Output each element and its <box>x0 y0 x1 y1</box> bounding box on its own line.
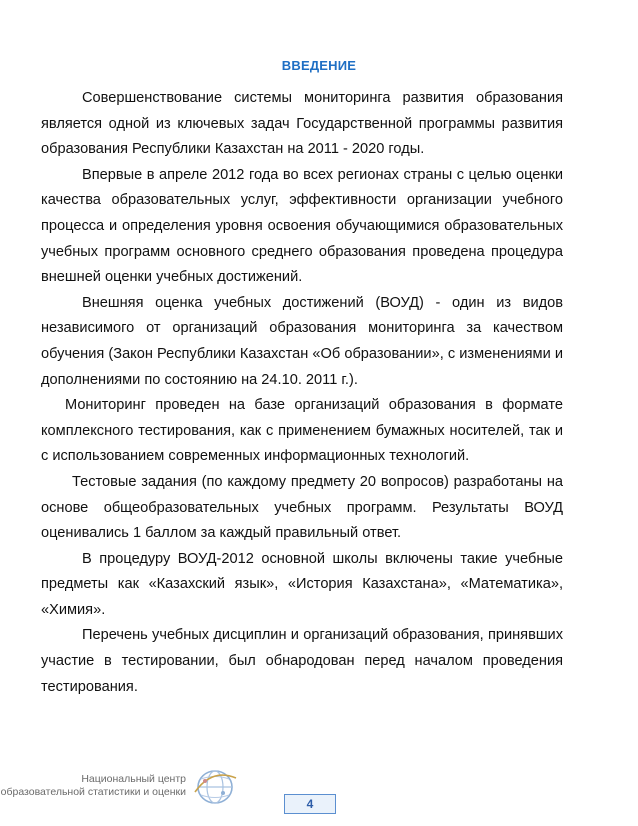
paragraph-7: Перечень учебных дисциплин и организаций образования, принявших участие в тестировании, был обнародован перед началом проведения тестирования. <box>41 627 563 695</box>
footer-logo <box>0 758 238 808</box>
footer-org-line2: образовательной статистики и оценки <box>0 786 186 798</box>
paragraph-1: Совершенствование системы мониторинга развития образования является одной из ключевых задач Государственной программы развития образования Республики Казахстан на 2011 - 2020 годы. <box>41 90 563 158</box>
page-number: 4 <box>306 797 314 811</box>
paragraph-2: Впервые в апреле 2012 года во всех регионах страны с целью оценки качества образовательных услуг, эффективности организации учебного процесса и определения уровня освоения обучающимися образовательных учебных программ основного среднего образования проведена процедура внешней оценки учебных достижений. <box>41 166 563 286</box>
paragraph-3: Внешняя оценка учебных достижений (ВОУД) - один из видов независимого от организаций образования мониторинга за качеством обучения (Закон Республики Казахстан «Об образовании», с изменениями и дополнениями по состоянию на 24.10. 2011 г.). <box>41 294 563 388</box>
page-number-box <box>284 794 336 814</box>
globe-logo-icon <box>192 766 238 806</box>
paragraph-5: Тестовые задания (по каждому предмету 20 вопросов) разработаны на основе общеобразовательных учебных программ. Результаты ВОУД оценивались 1 баллом за каждый правильный ответ. <box>41 473 563 542</box>
page-title: ВВЕДЕНИЕ <box>281 58 357 73</box>
footer-org-line1: Национальный центр <box>81 773 186 785</box>
document-body <box>41 86 563 700</box>
paragraph-4: Мониторинг проведен на базе организаций образования в формате комплексного тестирования, как с применением бумажных носителей, так и с использованием современных информационных технологий. <box>41 397 563 465</box>
paragraph-6: В процедуру ВОУД-2012 основной школы включены такие учебные предметы как «Казахский язык», «История Казахстана», «Математика», «Химия». <box>41 550 563 618</box>
